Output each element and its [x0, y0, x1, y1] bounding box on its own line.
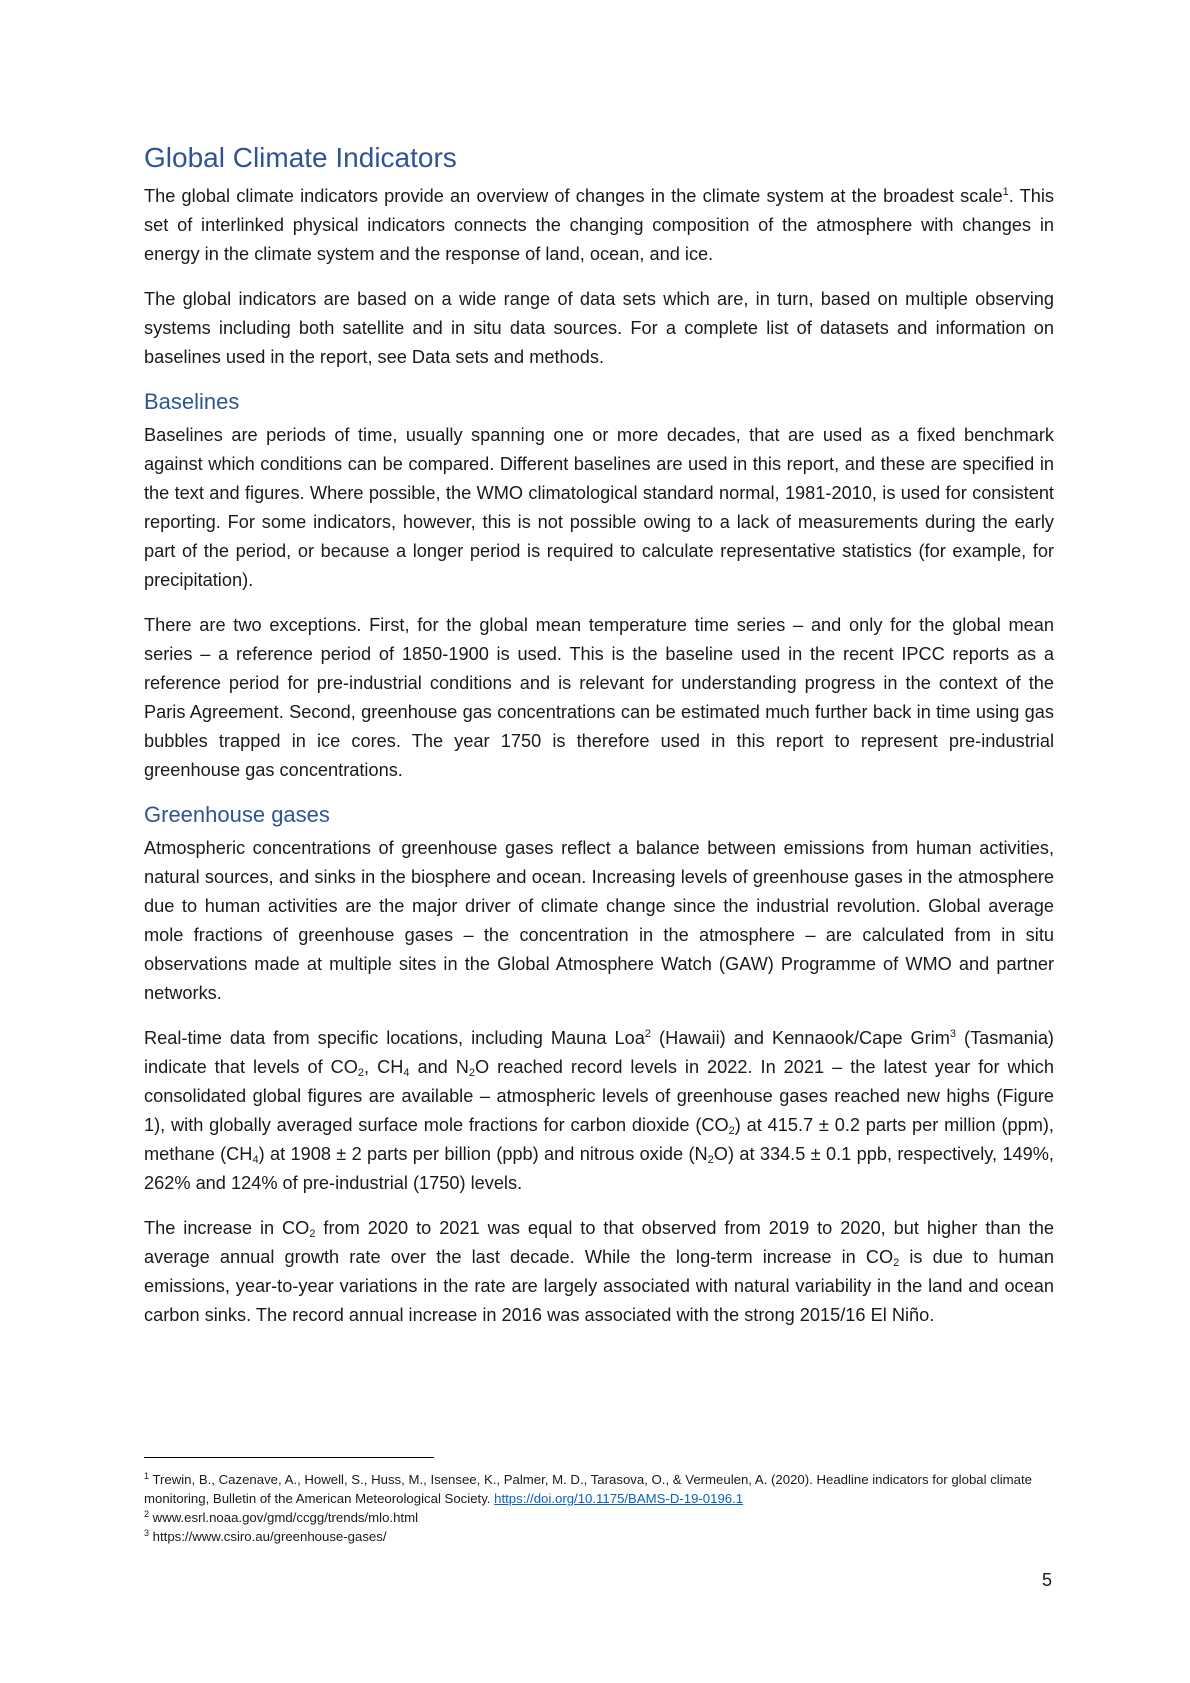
subscript: 2: [893, 1256, 900, 1269]
text-run: from 2020 to 2021 was equal to that observed from 2019 to 2020, but higher than the average annual growth rate over the last decade. While the long-term increase in CO: [144, 1217, 1054, 1267]
footnote-text: https://www.csiro.au/greenhouse-gases/: [149, 1529, 387, 1544]
subscript: 2: [728, 1124, 735, 1137]
ghg-paragraph-1: Atmospheric concentrations of greenhouse gases reflect a balance between emissions from human activities, natural sources, and sinks in the biosphere and ocean. Increasing levels of greenhouse gases in the atmosphere due to human activities are the major driver of climate change since the industrial revolution. Global average mole fractions of greenhouse gases – the concentration in the atmosphere – are calculated from in situ observations made at multiple sites in the Global Atmosphere Watch (GAW) Programme of WMO and partner networks.: [144, 837, 1054, 1003]
text-run: O reached record levels in 2022. In 2021 – the latest year for which consolidated global figures are available – atmospheric levels of greenhouse gases reached new highs (Figure 1), with globally averaged surface mole fractions for carbon dioxide (CO: [144, 1056, 1055, 1135]
footnote-2: [144, 1508, 1054, 1527]
footnote-number: 3: [144, 1528, 150, 1538]
footnote-ref-3[interactable]: 3: [949, 1027, 957, 1040]
footnote-text: www.esrl.noaa.gov/gmd/ccgg/trends/mlo.html: [149, 1510, 419, 1525]
footnote-number: 1: [144, 1471, 150, 1481]
text-run: is due to human emissions, year-to-year variations in the rate are largely associated with natural variability in the land and ocean carbon sinks. The record annual increase in 2016 was associated with the strong 2015/16 El Niño.: [144, 1246, 1054, 1325]
footnote-number: 2: [144, 1509, 150, 1519]
text-run: (Hawaii) and Kennaook/Cape Grim: [651, 1027, 950, 1048]
footnote-doi-link[interactable]: https://doi.org/10.1175/BAMS-D-19-0196.1: [494, 1491, 744, 1506]
subscript: 4: [403, 1066, 410, 1079]
footnote-separator: [144, 1457, 434, 1458]
page-body: [144, 140, 1054, 1346]
section-heading-greenhouse-gases: Greenhouse gases: [144, 801, 330, 827]
subscript: 4: [252, 1153, 259, 1166]
section-heading-baselines: Baselines: [144, 389, 240, 415]
text-run: O) at 334.5 ± 0.1 ppb, respectively, 149%, 262% and 124% of pre-industrial (1750) levels.: [144, 1143, 1054, 1193]
text-run: The global climate indicators provide an overview of changes in the climate system at the broadest scale: [144, 186, 1003, 207]
text-run: ) at 415.7 ± 0.2 parts per million (ppm), methane (CH: [144, 1114, 1054, 1164]
footnote-1: [144, 1470, 1054, 1508]
page-title: Global Climate Indicators: [144, 142, 457, 173]
subscript: 2: [357, 1066, 365, 1079]
baselines-paragraph-1: Baselines are periods of time, usually spanning one or more decades, that are used as a fixed benchmark against which conditions can be compared. Different baselines are used in this report, and these are specified in the text and figures. Where possible, the WMO climatological standard normal, 1981-2010, is used for consistent reporting. For some indicators, however, this is not possible owing to a lack of measurements during the early part of the period, or because a longer period is required to calculate representative statistics (for example, for precipitation).: [144, 424, 1054, 590]
page-number: 5: [1041, 1570, 1052, 1590]
baselines-paragraph-2: There are two exceptions. First, for the global mean temperature time series – and only for the global mean series – a reference period of 1850-1900 is used. This is the baseline used in the recent IPCC reports as a reference period for pre-industrial conditions and is relevant for understanding progress in the context of the Paris Agreement. Second, greenhouse gas concentrations can be estimated much further back in time using gas bubbles trapped in ice cores. The year 1750 is therefore used in this report to represent pre-industrial greenhouse gas concentrations.: [144, 614, 1054, 780]
footnote-text: Trewin, B., Cazenave, A., Howell, S., Huss, M., Isensee, K., Palmer, M. D., Tarasova, O., & Vermeulen, A. (2020). Headline indicators for global climate monitoring, Bulletin of the American Meteorological Society.: [144, 1472, 1032, 1506]
text-run: The increase in CO: [144, 1217, 310, 1238]
intro-paragraph-1: [144, 182, 1054, 269]
text-run: and N: [409, 1056, 469, 1077]
text-run: . This set of interlinked physical indicators connects the changing composition of the atmosphere with changes in energy in the climate system and the response of land, ocean, and ice.: [144, 186, 1054, 265]
text-run: , CH: [364, 1056, 404, 1077]
subscript: 2: [309, 1227, 316, 1240]
footnote-ref-1[interactable]: 1: [1002, 186, 1009, 199]
text-run: ) at 1908 ± 2 parts per billion (ppb) and nitrous oxide (N: [258, 1143, 708, 1164]
intro-paragraph-2: The global indicators are based on a wide range of data sets which are, in turn, based on multiple observing systems including both satellite and in situ data sources. For a complete list of datasets and information on baselines used in the report, see Data sets and methods.: [144, 289, 1054, 368]
footnote-ref-2[interactable]: 2: [644, 1027, 651, 1040]
subscript: 2: [707, 1153, 714, 1166]
ghg-paragraph-2: [144, 1024, 1054, 1198]
text-run: Real-time data from specific locations, including Mauna Loa: [144, 1027, 645, 1048]
footnotes: [144, 1457, 1054, 1546]
ghg-paragraph-3: [144, 1214, 1054, 1330]
text-run: (Tasmania) indicate that levels of CO: [144, 1027, 1054, 1077]
footnote-3: [144, 1527, 1054, 1546]
subscript: 2: [468, 1066, 476, 1079]
